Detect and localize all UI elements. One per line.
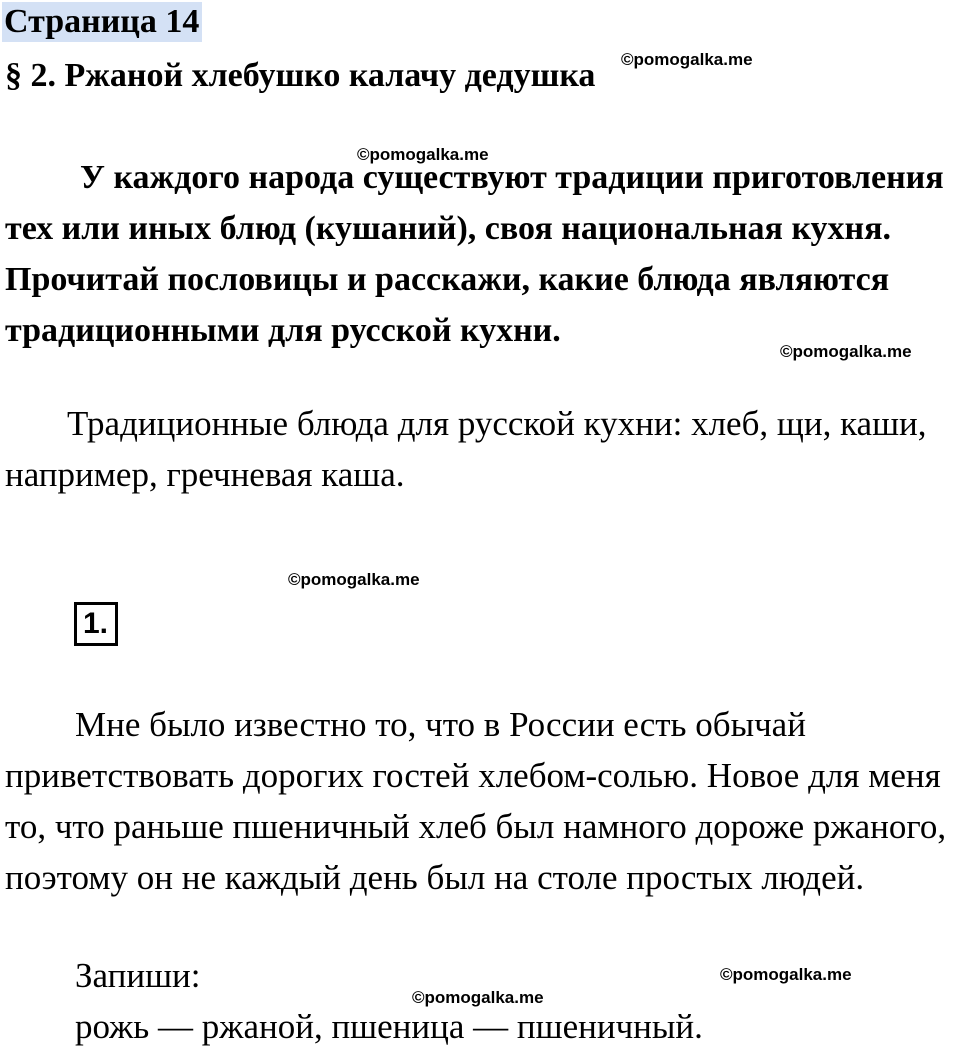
answer-traditional-dishes: Традиционные блюда для русской кухни: хлеб, щи, каши, например, гречневая каша.: [5, 404, 927, 494]
write-answer: рожь — ржаной, пшеница — пшеничный.: [75, 1007, 703, 1046]
watermark: ©pomogalka.me: [621, 50, 753, 69]
watermark: ©pomogalka.me: [412, 988, 544, 1007]
watermark: ©pomogalka.me: [720, 965, 852, 984]
task-instruction: У каждого народа существуют традиции приготовления тех или иных блюд (кушаний), своя национальная кухня. Прочитай пословицы и расскажи, какие блюда являются традиционными для русской кухни.: [5, 159, 944, 349]
section-title: § 2. Ржаной хлебушко калачу дедушка: [5, 57, 596, 94]
exercise-number-badge: 1.: [74, 602, 118, 646]
page-title: Страница 14: [2, 2, 202, 42]
watermark: ©pomogalka.me: [780, 342, 912, 361]
watermark: ©pomogalka.me: [288, 570, 420, 589]
watermark: ©pomogalka.me: [357, 145, 489, 164]
write-label: Запиши:: [75, 956, 201, 995]
exercise-answer-text: Мне было известно то, что в России есть обычай приветствовать дорогих гостей хлебом-солью. Новое для меня то, что раньше пшеничный хлеб был намного дороже ржаного, поэтому он не каждый день был на столе простых людей.: [5, 705, 947, 897]
